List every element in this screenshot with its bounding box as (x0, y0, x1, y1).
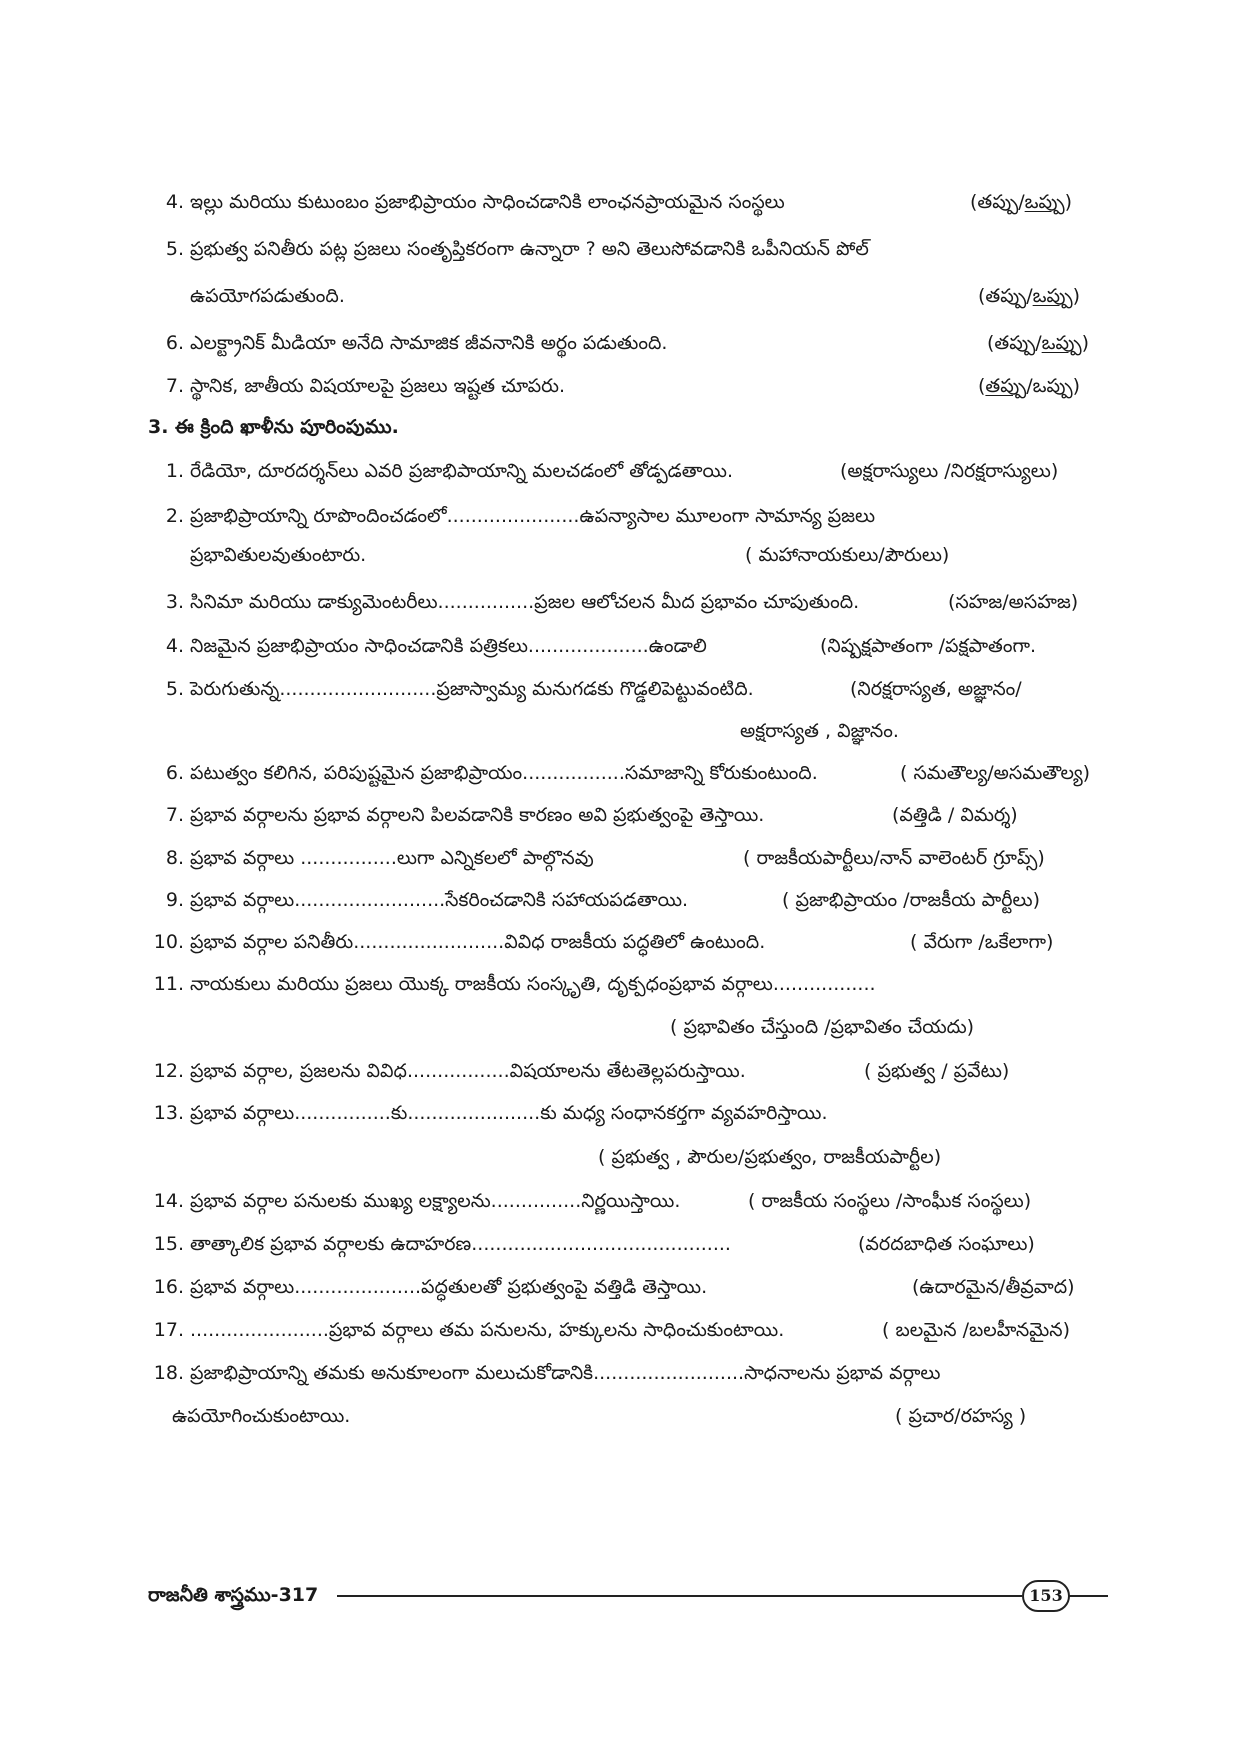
item-answer: ( ప్రజాభిప్రాయం /రాజకీయ పార్టీలు) (782, 889, 1040, 911)
item-answer: (తప్పు/ఒప్పు) (978, 375, 1080, 397)
item-number: 14. (153, 1190, 184, 1212)
item-number: 13. (153, 1102, 184, 1124)
item-text: పటుత్వం కలిగిన, పరిపుష్టమైన ప్రజాభిప్రాయం.................సమాజాన్ని కోరుకుంటుంది. (190, 762, 818, 784)
item-text: ప్రభావ వర్గాలు................కు......................కు మధ్య సంధానకర్తగా వ్యవహరిస్తాయి. (190, 1102, 828, 1124)
item-answer: ( బలమైన /బలహీనమైన) (882, 1319, 1071, 1341)
item-text-continued: ఉపయోగపడుతుంది. (190, 285, 345, 307)
fill-item-13-cont (0, 1137, 1241, 1177)
item-number: 2. (165, 505, 184, 527)
item-number: 6. (165, 332, 184, 354)
item-text: సినిమా మరియు డాక్యుమెంటరీలు................ప్రజల ఆలోచలన మీద ప్రభావం చూపుతుంది. (190, 591, 860, 613)
item-number: 11. (153, 973, 184, 995)
item-number: 3. (165, 591, 184, 613)
item-number: 8. (165, 847, 184, 869)
tf-item-5-cont (0, 276, 1241, 316)
item-answer: (సహజ/అసహజ) (948, 591, 1079, 613)
fill-item-2 (0, 496, 1241, 536)
item-number: 5. (165, 678, 184, 700)
fill-item-9 (0, 880, 1241, 920)
item-text: ప్రజాభిప్రాయాన్ని రూపొందించడంలో......................ఉపన్యాసాల మూలంగా సామాన్య ప్రజలు (190, 505, 876, 527)
fill-item-15 (0, 1224, 1241, 1264)
section-heading: 3. ఈ క్రింది ఖాళీను పూరింపుము. (148, 416, 399, 438)
item-answer: ( రాజకీయపార్టీలు/నాన్ వాలెంటర్ గ్రూప్స్) (743, 847, 1045, 869)
item-answer: (అక్షరాస్యులు /నిరక్షరాస్యులు) (840, 460, 1059, 482)
footer-rule (337, 1595, 1022, 1597)
item-answer: (నిరక్షరాస్యత, అజ్ఞానం/ (850, 678, 1022, 700)
fill-item-12 (0, 1051, 1241, 1091)
fill-item-4 (0, 626, 1241, 666)
item-answer: (ఉదారమైన/తీవ్రవాద) (912, 1276, 1075, 1298)
item-answer: (తప్పు/ఒప్పు) (987, 332, 1089, 354)
fill-item-16 (0, 1267, 1241, 1307)
fill-item-11-cont (0, 1007, 1241, 1047)
page-number: 153 (1022, 1580, 1070, 1612)
item-text: ప్రభావ వర్గాల పనితీరు.........................వివిధ రాజకీయ పద్ధతిలో ఉంటుంది. (190, 931, 766, 953)
item-number: 1. (165, 460, 184, 482)
tf-item-4 (0, 182, 1241, 222)
item-answer: (తప్పు/ఒప్పు) (970, 191, 1072, 213)
item-answer: (వరదబాధిత సంఘాలు) (858, 1233, 1035, 1255)
item-text-continued: ఉపయోగించుకుంటాయి. (172, 1405, 351, 1427)
item-number: 12. (153, 1060, 184, 1082)
item-text: ఎలక్ట్రానిక్ మీడియా అనేది సామాజిక జీవనానికి అర్థం పడుతుంది. (190, 332, 668, 354)
fill-item-5-cont (0, 711, 1241, 751)
item-text: ప్రభుత్వ పనితీరు పట్ల ప్రజలు సంతృప్తికరంగా ఉన్నారా ? అని తెలుసోవడానికి ఒపీనియన్ పోల్ (190, 238, 869, 260)
item-text-continued: ప్రభావితులవుతుంటారు. (190, 544, 367, 566)
tf-item-5 (0, 229, 1241, 269)
item-text: ప్రభావ వర్గాల పనులకు ముఖ్య లక్ష్యాలను...............నిర్ణయిస్తాయి. (190, 1190, 681, 1212)
item-number: 17. (153, 1319, 184, 1341)
item-answer: ( సమతౌల్య/అసమతౌల్య) (900, 762, 1091, 784)
item-text: ప్రభావ వర్గాల, ప్రజలను వివిధ.................విషయాలను తేటతెల్లపరుస్తాయి. (190, 1060, 746, 1082)
fill-item-2-cont (0, 535, 1241, 575)
item-text: స్థానిక, జాతీయ విషయాలపై ప్రజలు ఇష్టత చూపరు. (190, 375, 566, 397)
item-answer: (నిష్పక్షపాతంగా /పక్షపాతంగా. (820, 635, 1037, 657)
item-text: ప్రభావ వర్గాలు ................లుగా ఎన్నికలలో పాల్గొనవు (190, 847, 594, 869)
fill-item-14 (0, 1181, 1241, 1221)
item-number: 16. (153, 1276, 184, 1298)
fill-item-7 (0, 795, 1241, 835)
item-text: తాత్కాలిక ప్రభావ వర్గాలకు ఉదాహరణ........................................... (190, 1233, 731, 1255)
fill-item-11 (0, 964, 1241, 1004)
item-text: .......................ప్రభావ వర్గాలు తమ పనులను, హక్కులను సాధించుకుంటాయి. (190, 1319, 785, 1341)
item-answer: ( ప్రభుత్వ / ప్రవేటు) (864, 1060, 1010, 1082)
item-answer: ( ప్రభావితం చేస్తుంది /ప్రభావితం చేయదు) (670, 1016, 975, 1038)
item-number: 15. (153, 1233, 184, 1255)
item-number: 9. (165, 889, 184, 911)
item-text: ప్రభావ వర్గాలు.....................పద్ధతులతో ప్రభుత్వంపై వత్తిడి తెస్తాయి. (190, 1276, 708, 1298)
item-answer: ( ప్రచార/రహస్య ) (895, 1405, 1027, 1427)
footer-title: రాజనీతి శాస్త్రము-317 (148, 1584, 319, 1606)
item-answer: (తప్పు/ఒప్పు) (978, 285, 1080, 307)
tf-item-6 (0, 323, 1241, 363)
item-number: 10. (153, 931, 184, 953)
item-number: 7. (165, 375, 184, 397)
fill-item-17 (0, 1310, 1241, 1350)
item-text: రేడియో, దూరదర్శన్‌లు ఎవరి ప్రజాభిపాయాన్ని మలచడంలో తోడ్పడతాయి. (190, 460, 733, 482)
tf-item-7 (0, 366, 1241, 406)
item-answer: ( వేరుగా /ఒకేలాగా) (910, 931, 1054, 953)
item-number: 6. (165, 762, 184, 784)
fill-item-1 (0, 451, 1241, 491)
item-text: పెరుగుతున్న..........................ప్రజాస్వామ్య మనుగడకు గొడ్డలిపెట్టువంటిది. (190, 678, 754, 700)
item-answer-continued: అక్షరాస్యత , విజ్ఞానం. (740, 720, 899, 742)
fill-item-5 (0, 669, 1241, 709)
fill-item-8 (0, 838, 1241, 878)
item-number: 7. (165, 804, 184, 826)
item-text: ప్రభావ వర్గాలను ప్రభావ వర్గాలని పిలవడానికి కారణం అవి ప్రభుత్వంపై తెస్తాయి. (190, 804, 765, 826)
fill-item-18 (0, 1353, 1241, 1393)
item-text: ఇల్లు మరియు కుటుంబం ప్రజాభిప్రాయం సాధించడానికి లాంఛనప్రాయమైన సంస్థలు (190, 191, 785, 213)
fill-item-13 (0, 1093, 1241, 1133)
item-text: ప్రజాభిప్రాయాన్ని తమకు అనుకూలంగా మలుచుకోడానికి.........................సాధనాలను ప్రభావ వర్గాలు (190, 1362, 941, 1384)
item-answer: ( మహానాయకులు/పౌరులు) (745, 544, 950, 566)
item-answer: (వత్తిడి / విమర్శ) (892, 804, 1018, 826)
item-text: ప్రభావ వర్గాలు.........................సేకరించడానికి సహాయపడతాయి. (190, 889, 689, 911)
item-number: 4. (165, 635, 184, 657)
item-number: 18. (153, 1362, 184, 1384)
fill-item-18-cont (0, 1396, 1241, 1436)
footer-rule-right (1068, 1595, 1108, 1597)
fill-item-10 (0, 922, 1241, 962)
item-number: 4. (165, 191, 184, 213)
item-text: నిజమైన ప్రజాభిప్రాయం సాధించడానికి పత్రికలు....................ఉండాలి (190, 635, 707, 657)
fill-item-3 (0, 582, 1241, 622)
item-answer: ( ప్రభుత్వ , పౌరుల/ప్రభుత్వం, రాజకీయపార్టీల) (598, 1146, 942, 1168)
item-answer: ( రాజకీయ సంస్థలు /సాంఘీక సంస్థలు) (748, 1190, 1032, 1212)
item-number: 5. (165, 238, 184, 260)
item-text: నాయకులు మరియు ప్రజలు యొక్క రాజకీయ సంస్కృతి, దృక్పధంప్రభావ వర్గాలు................. (190, 973, 876, 995)
fill-item-6 (0, 753, 1241, 793)
